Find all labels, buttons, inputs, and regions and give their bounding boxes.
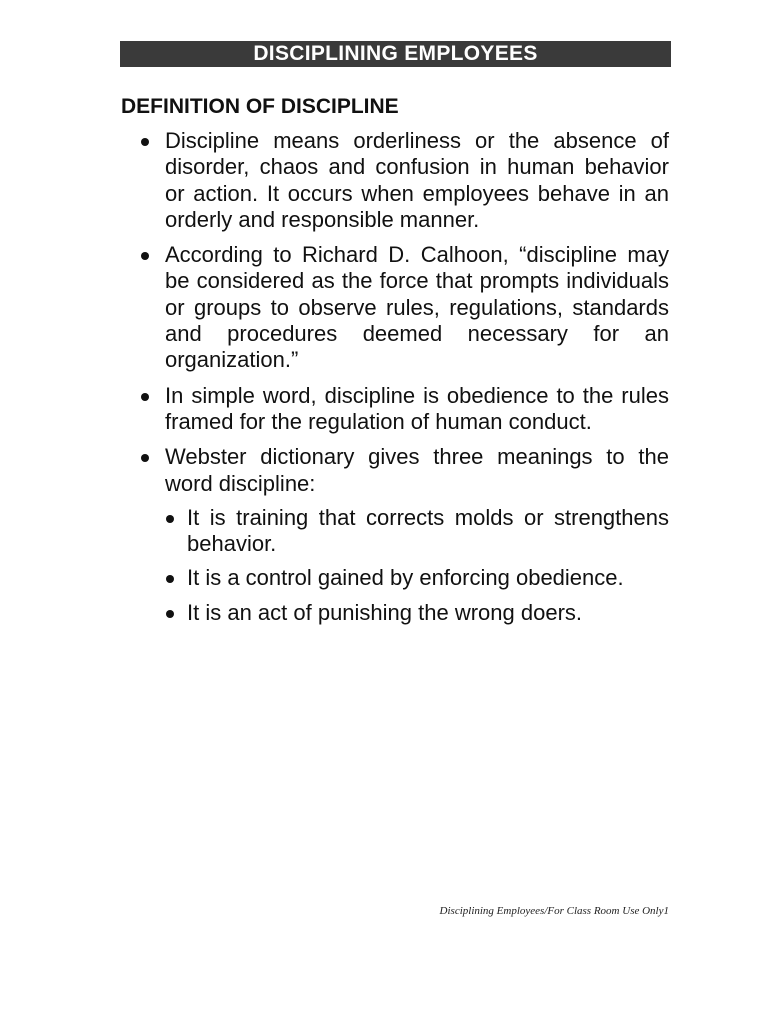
list-item xyxy=(136,444,669,626)
bullet-icon xyxy=(166,575,174,583)
list-item xyxy=(136,128,669,233)
bullet-text: In simple word, discipline is obedience to the rules framed for the regulation of human conduct. xyxy=(165,382,669,434)
bullet-text: Webster dictionary gives three meanings to the word discipline: xyxy=(165,444,669,496)
bullet-icon xyxy=(141,138,149,146)
list-item xyxy=(136,383,669,436)
bullet-icon xyxy=(166,610,174,618)
sub-list-item xyxy=(165,565,669,591)
bullet-icon xyxy=(166,515,174,523)
sub-bullet-text: It is a control gained by enforcing obedience. xyxy=(187,565,624,591)
page-title: DISCIPLINING EMPLOYEES xyxy=(120,41,671,67)
sub-bullet-text: It is training that corrects molds or strengthens behavior. xyxy=(187,504,669,557)
bullet-text: Discipline means orderliness or the absence of disorder, chaos and confusion in human behavior or action. It occurs when employees behave in an orderly and responsible manner. xyxy=(165,128,669,232)
section-heading: DEFINITION OF DISCIPLINE xyxy=(121,95,399,118)
sub-bullet-text: It is an act of punishing the wrong doers. xyxy=(187,599,583,625)
bullet-icon xyxy=(141,393,149,401)
sub-bullet-list xyxy=(165,505,669,626)
sub-list-item xyxy=(165,505,669,558)
list-item xyxy=(136,242,669,373)
bullet-icon xyxy=(141,454,149,462)
bullet-text: According to Richard D. Calhoon, “discipline may be considered as the force that prompts individuals or groups to observe rules, regulations, standards and procedures deemed necessary for an organization.” xyxy=(165,242,669,373)
page-footer: Disciplining Employees/For Class Room Use Only1 xyxy=(439,905,669,917)
bullet-icon xyxy=(141,252,149,260)
bullet-list xyxy=(136,128,669,635)
sub-list-item xyxy=(165,600,669,626)
